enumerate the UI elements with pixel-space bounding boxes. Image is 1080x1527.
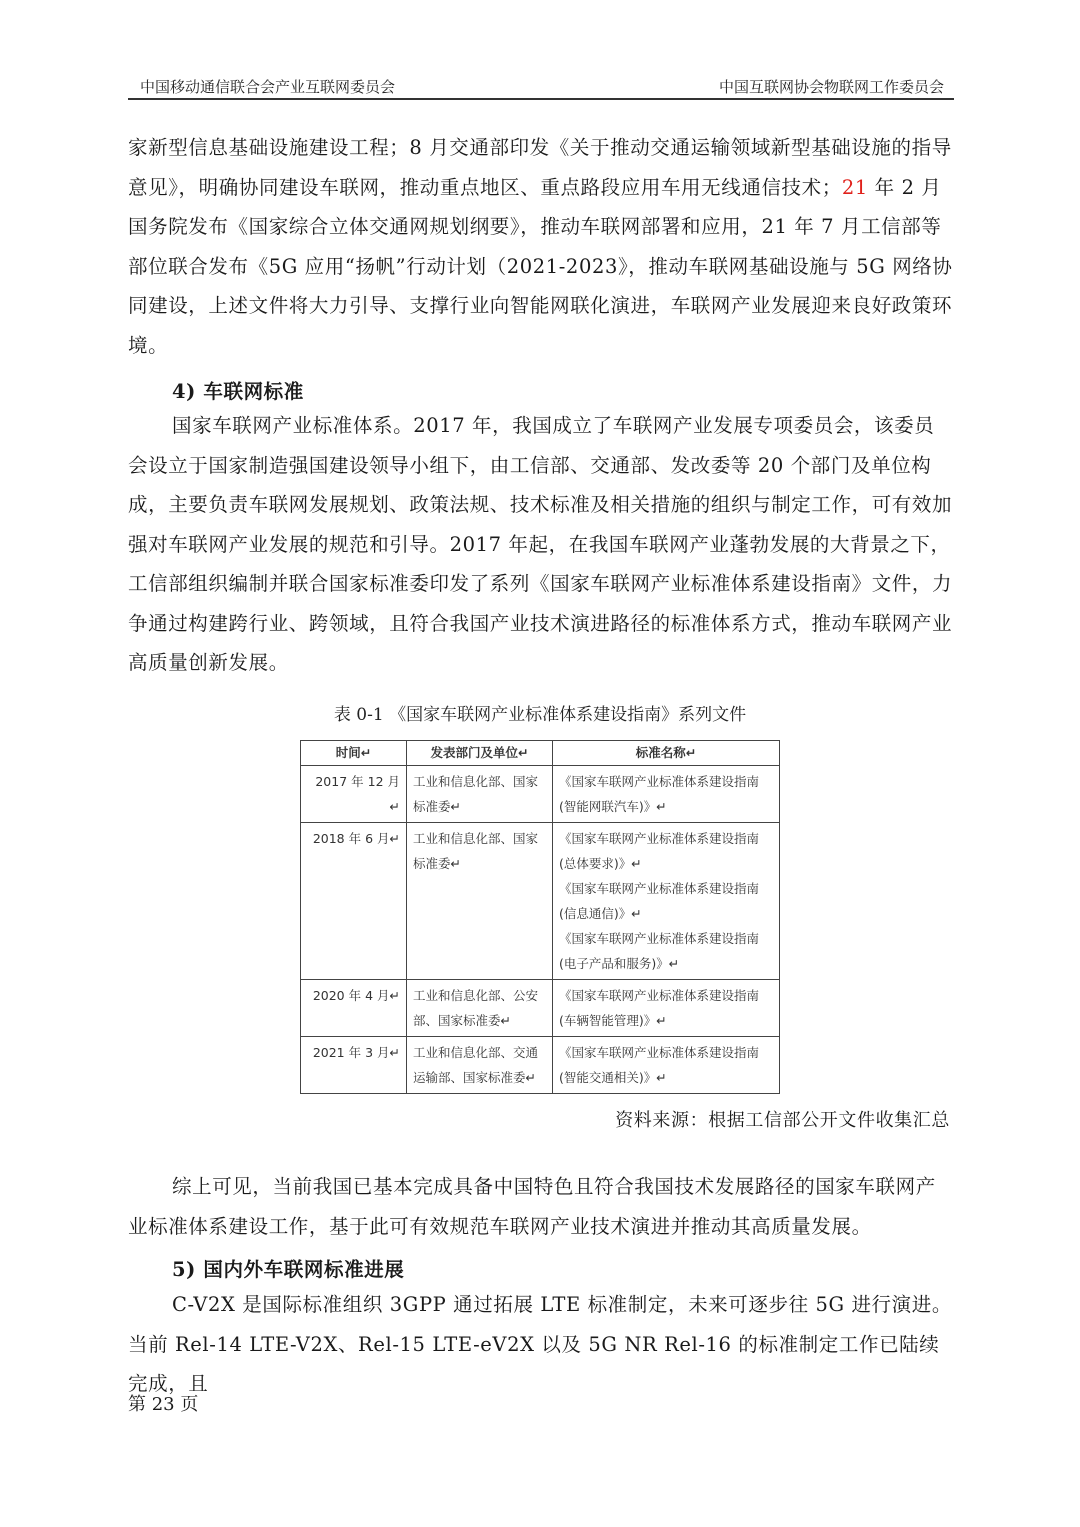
cell-standard: 《国家车联网产业标准体系建设指南(智能网联汽车)》↵ <box>553 766 780 823</box>
intro-red-year: 21 <box>841 175 868 199</box>
header-org: 发表部门及单位↵ <box>407 741 553 766</box>
page-number: 第 23 页 <box>128 1394 199 1415</box>
standards-table <box>300 740 780 1094</box>
intro-text-part2: 年 2 月国务院发布《国家综合立体交通网规划纲要》，推动车联网部署和应用，21 年 7 月工信部等部位联合发布《5G 应用“扬帆”行动计划（2021-2023》，推动车联网基础设施与 5G 网络协同建设，上述文件将大力引导、支撑行业向智能网联化演进，车联网产业发展迎来良好政策环境。 <box>128 175 953 357</box>
header-left-org: 中国移动通信联合会产业互联网委员会 <box>140 78 396 96</box>
section-5-paragraph: C-V2X 是国际标准组织 3GPP 通过拓展 LTE 标准制定，未来可逐步往 5G 进行演进。当前 Rel-14 LTE-V2X、Rel-15 LTE-eV2X 以及 5G NR Rel-16 的标准制定工作已陆续完成，且 <box>128 1293 952 1395</box>
cell-time: 2021 年 3 月↵ <box>301 1037 407 1094</box>
cell-standard: 《国家车联网产业标准体系建设指南(信息通信)》↵ <box>559 881 760 921</box>
page-header <box>128 72 954 100</box>
cell-standard: 《国家车联网产业标准体系建设指南(电子产品和服务)》↵ <box>559 931 760 971</box>
section-5-heading: 5) 国内外车联网标准进展 <box>172 1258 405 1281</box>
section-4-paragraph: 国家车联网产业标准体系。2017 年，我国成立了车联网产业发展专项委员会，该委员会设立于国家制造强国建设领导小组下，由工信部、交通部、发改委等 20 个部门及单位构成，主要负责车联网发展规划、政策法规、技术标准及相关措施的组织与制定工作，可有效加强对车联网产业发展的规范和引导。2017 年起，在我国车联网产业蓬勃发展的大背景之下，工信部组织编制并联合国家标准委印发了系列《国家车联网产业标准体系建设指南》文件，力争通过构建跨行业、跨领域，且符合我国产业技术演进路径的标准体系方式，推动车联网产业高质量创新发展。 <box>128 414 953 674</box>
cell-org: 工业和信息化部、交通运输部、国家标准委↵ <box>407 1037 553 1094</box>
cell-time: 2018 年 6 月↵ <box>301 823 407 980</box>
cell-org: 工业和信息化部、公安部、国家标准委↵ <box>407 980 553 1037</box>
header-standard: 标准名称↵ <box>553 741 780 766</box>
table-row <box>301 1037 780 1094</box>
header-right-org: 中国互联网协会物联网工作委员会 <box>718 78 944 96</box>
cell-time: 2017 年 12 月↵ <box>301 766 407 823</box>
cell-time: 2020 年 4 月↵ <box>301 980 407 1037</box>
table-row <box>301 823 780 980</box>
table-row <box>301 766 780 823</box>
cell-standard-list <box>553 823 780 980</box>
cell-org: 工业和信息化部、国家标准委↵ <box>407 766 553 823</box>
table-header-row <box>301 741 780 766</box>
table-caption: 表 0-1 《国家车联网产业标准体系建设指南》系列文件 <box>333 705 747 725</box>
cell-standard: 《国家车联网产业标准体系建设指南(车辆智能管理)》↵ <box>553 980 780 1037</box>
table-source: 资料来源：根据工信部公开文件收集汇总 <box>615 1110 950 1131</box>
summary-paragraph: 综上可见，当前我国已基本完成具备中国特色且符合我国技术发展路径的国家车联网产业标准体系建设工作，基于此可有效规范车联网产业技术演进并推动其高质量发展。 <box>128 1175 936 1238</box>
intro-text-part1: 家新型信息基础设施建设工程；8 月交通部印发《关于推动交通运输领域新型基础设施的指导意见》，明确协同建设车联网，推动重点地区、重点路段应用车用无线通信技术； <box>128 136 952 199</box>
header-time: 时间↵ <box>301 741 407 766</box>
table-row <box>301 980 780 1037</box>
section-4-heading: 4) 车联网标准 <box>172 380 304 403</box>
intro-paragraph <box>128 128 954 365</box>
cell-standard: 《国家车联网产业标准体系建设指南(智能交通相关)》↵ <box>553 1037 780 1094</box>
cell-org: 工业和信息化部、国家标准委↵ <box>407 823 553 980</box>
cell-standard: 《国家车联网产业标准体系建设指南(总体要求)》↵ <box>559 831 760 871</box>
